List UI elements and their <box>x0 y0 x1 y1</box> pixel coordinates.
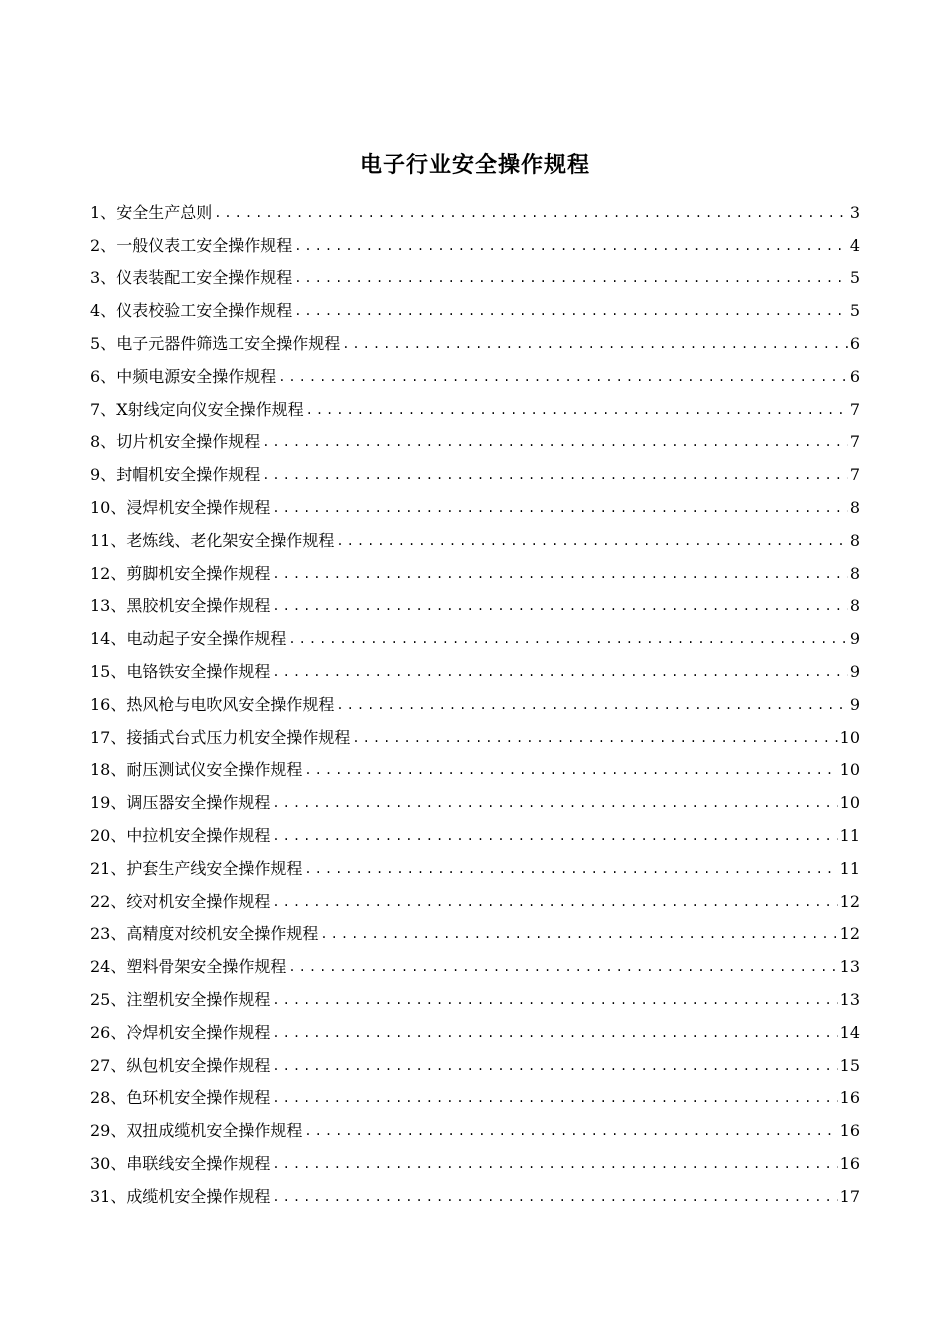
toc-entry-title: 仪表校验工安全操作规程 <box>116 301 293 321</box>
toc-entry[interactable] <box>90 551 860 584</box>
toc-entry-number: 29、 <box>90 1121 127 1141</box>
toc-entry[interactable] <box>90 223 860 256</box>
toc-entry-title: 电铬铁安全操作规程 <box>126 661 271 681</box>
toc-entry-page-number: 9 <box>849 694 860 714</box>
toc-entry-page-number: 8 <box>849 497 860 517</box>
toc-entry[interactable] <box>90 616 860 649</box>
document-title: 电子行业安全操作规程 <box>359 152 590 178</box>
toc-dot-leader <box>288 957 837 977</box>
toc-entry-page-number: 14 <box>839 1022 860 1042</box>
toc-entry-number: 9、 <box>90 465 117 485</box>
toc-entry-number: 27、 <box>90 1055 127 1075</box>
toc-entry-title: 仪表装配工安全操作规程 <box>116 268 293 288</box>
toc-entry[interactable] <box>90 354 860 387</box>
toc-entry[interactable] <box>90 288 860 321</box>
toc-entry-title: 黑胶机安全操作规程 <box>126 596 271 616</box>
toc-entry-title: X射线定向仪安全操作规程 <box>116 399 304 419</box>
toc-entry-title: 电子元器件筛选工安全操作规程 <box>116 333 341 353</box>
toc-entry[interactable] <box>90 1076 860 1109</box>
toc-entry[interactable] <box>90 1010 860 1043</box>
toc-entry-page-number: 8 <box>849 596 860 616</box>
toc-entry-number: 1、 <box>90 202 117 222</box>
toc-entry-number: 23、 <box>90 924 127 944</box>
toc-entry-title: 调压器安全操作规程 <box>126 793 271 813</box>
toc-entry-page-number: 8 <box>849 530 860 550</box>
toc-entry-page-number: 10 <box>839 793 860 813</box>
toc-entry[interactable] <box>90 649 860 682</box>
toc-dot-leader <box>306 400 848 420</box>
toc-entry-page-number: 10 <box>839 760 860 780</box>
toc-entry-title: 中拉机安全操作规程 <box>126 825 271 845</box>
toc-entry-page-number: 7 <box>849 399 860 419</box>
toc-dot-leader <box>272 1056 837 1076</box>
toc-entry-number: 31、 <box>90 1186 127 1206</box>
toc-entry-page-number: 16 <box>839 1153 860 1173</box>
toc-entry-title: 中频电源安全操作规程 <box>116 366 277 386</box>
toc-entry-number: 15、 <box>90 661 127 681</box>
toc-entry-number: 6、 <box>90 366 117 386</box>
toc-dot-leader <box>304 859 837 879</box>
toc-entry-title: 封帽机安全操作规程 <box>116 465 261 485</box>
toc-entry-number: 3、 <box>90 268 117 288</box>
toc-entry-page-number: 9 <box>849 661 860 681</box>
toc-entry-page-number: 11 <box>839 825 860 845</box>
toc-entry-number: 24、 <box>90 957 127 977</box>
toc-entry-number: 4、 <box>90 301 117 321</box>
toc-dot-leader <box>272 793 837 813</box>
toc-entry-page-number: 16 <box>839 1088 860 1108</box>
toc-entry-title: 纵包机安全操作规程 <box>126 1055 271 1075</box>
toc-entry-number: 7、 <box>90 399 117 419</box>
table-of-contents <box>90 190 860 1207</box>
toc-entry-number: 8、 <box>90 432 117 452</box>
toc-entry[interactable] <box>90 748 860 781</box>
toc-entry[interactable] <box>90 1043 860 1076</box>
toc-entry[interactable] <box>90 879 860 912</box>
toc-entry-title: 高精度对绞机安全操作规程 <box>126 924 319 944</box>
toc-entry[interactable] <box>90 190 860 223</box>
toc-dot-leader <box>272 990 837 1010</box>
toc-entry-title: 接插式台式压力机安全操作规程 <box>126 727 351 747</box>
toc-dot-leader <box>304 1121 837 1141</box>
toc-entry-page-number: 10 <box>839 727 860 747</box>
toc-dot-leader <box>278 367 848 387</box>
toc-entry-title: 安全生产总则 <box>116 202 213 222</box>
toc-entry[interactable] <box>90 813 860 846</box>
toc-dot-leader <box>272 826 837 846</box>
toc-entry-page-number: 6 <box>849 333 860 353</box>
toc-entry-page-number: 3 <box>849 202 860 222</box>
toc-entry-page-number: 9 <box>849 629 860 649</box>
toc-entry-title: 绞对机安全操作规程 <box>126 891 271 911</box>
toc-dot-leader <box>342 334 848 354</box>
toc-entry-page-number: 8 <box>849 563 860 583</box>
toc-dot-leader <box>294 236 848 256</box>
toc-entry-number: 16、 <box>90 694 127 714</box>
toc-entry-title: 切片机安全操作规程 <box>116 432 261 452</box>
toc-entry[interactable] <box>90 1108 860 1141</box>
toc-entry-title: 注塑机安全操作规程 <box>126 989 271 1009</box>
toc-entry-page-number: 7 <box>849 465 860 485</box>
toc-entry-page-number: 12 <box>839 924 860 944</box>
toc-entry[interactable] <box>90 387 860 420</box>
toc-entry-title: 剪脚机安全操作规程 <box>126 563 271 583</box>
toc-dot-leader <box>272 892 837 912</box>
toc-dot-leader <box>262 432 848 452</box>
toc-entry-title: 成缆机安全操作规程 <box>126 1186 271 1206</box>
toc-entry-number: 18、 <box>90 760 127 780</box>
toc-entry[interactable] <box>90 584 860 617</box>
toc-dot-leader <box>320 924 837 944</box>
toc-dot-leader <box>294 268 848 288</box>
toc-dot-leader <box>272 1187 837 1207</box>
toc-entry[interactable] <box>90 977 860 1010</box>
toc-entry-number: 5、 <box>90 333 117 353</box>
toc-entry-number: 19、 <box>90 793 127 813</box>
toc-entry[interactable] <box>90 256 860 289</box>
toc-entry-page-number: 12 <box>839 891 860 911</box>
toc-entry-number: 26、 <box>90 1022 127 1042</box>
toc-entry-title: 塑料骨架安全操作规程 <box>126 957 287 977</box>
toc-entry-number: 25、 <box>90 989 127 1009</box>
toc-entry-page-number: 15 <box>839 1055 860 1075</box>
toc-entry-number: 28、 <box>90 1088 127 1108</box>
toc-entry-title: 色环机安全操作规程 <box>126 1088 271 1108</box>
toc-entry[interactable] <box>90 518 860 551</box>
toc-entry-title: 一般仪表工安全操作规程 <box>116 235 293 255</box>
toc-dot-leader <box>288 629 847 649</box>
toc-dot-leader <box>272 1154 837 1174</box>
toc-entry-title: 电动起子安全操作规程 <box>126 629 287 649</box>
toc-entry[interactable] <box>90 1174 860 1207</box>
toc-dot-leader <box>336 531 847 551</box>
toc-entry[interactable] <box>90 1141 860 1174</box>
toc-entry-number: 12、 <box>90 563 127 583</box>
toc-entry[interactable] <box>90 321 860 354</box>
toc-entry-number: 14、 <box>90 629 127 649</box>
toc-entry-title: 串联线安全操作规程 <box>126 1153 271 1173</box>
toc-dot-leader <box>336 695 847 715</box>
toc-dot-leader <box>262 465 848 485</box>
toc-dot-leader <box>272 596 847 616</box>
toc-entry-title: 耐压测试仪安全操作规程 <box>126 760 303 780</box>
toc-entry-title: 热风枪与电吹风安全操作规程 <box>126 694 335 714</box>
toc-entry-page-number: 5 <box>849 301 860 321</box>
toc-entry-page-number: 7 <box>849 432 860 452</box>
toc-entry[interactable] <box>90 682 860 715</box>
toc-entry[interactable] <box>90 452 860 485</box>
toc-entry-page-number: 5 <box>849 268 860 288</box>
toc-dot-leader <box>272 662 847 682</box>
toc-entry-number: 30、 <box>90 1153 127 1173</box>
toc-dot-leader <box>272 1023 837 1043</box>
toc-entry[interactable] <box>90 420 860 453</box>
toc-entry-page-number: 11 <box>839 858 860 878</box>
toc-entry-title: 双扭成缆机安全操作规程 <box>126 1121 303 1141</box>
toc-entry-number: 17、 <box>90 727 127 747</box>
toc-entry-number: 11、 <box>90 530 127 550</box>
toc-dot-leader <box>294 301 848 321</box>
toc-entry[interactable] <box>90 715 860 748</box>
toc-entry-page-number: 17 <box>839 1186 860 1206</box>
toc-entry-title: 护套生产线安全操作规程 <box>126 858 303 878</box>
toc-entry[interactable] <box>90 912 860 945</box>
toc-entry-page-number: 6 <box>849 366 860 386</box>
toc-entry-page-number: 13 <box>839 989 860 1009</box>
toc-entry[interactable] <box>90 485 860 518</box>
toc-entry-page-number: 16 <box>839 1121 860 1141</box>
toc-entry-title: 浸焊机安全操作规程 <box>126 497 271 517</box>
toc-entry[interactable] <box>90 944 860 977</box>
toc-entry-number: 20、 <box>90 825 127 845</box>
toc-entry-title: 冷焊机安全操作规程 <box>126 1022 271 1042</box>
toc-entry-page-number: 13 <box>839 957 860 977</box>
toc-dot-leader <box>214 203 848 223</box>
toc-dot-leader <box>272 1088 837 1108</box>
toc-dot-leader <box>272 498 847 518</box>
toc-dot-leader <box>304 760 837 780</box>
toc-entry-number: 21、 <box>90 858 127 878</box>
toc-entry-page-number: 4 <box>849 235 860 255</box>
toc-entry-number: 10、 <box>90 497 127 517</box>
toc-entry-number: 22、 <box>90 891 127 911</box>
toc-entry-number: 2、 <box>90 235 117 255</box>
toc-dot-leader <box>272 564 847 584</box>
toc-entry-number: 13、 <box>90 596 127 616</box>
toc-entry-title: 老炼线、老化架安全操作规程 <box>126 530 335 550</box>
toc-dot-leader <box>352 728 837 748</box>
toc-entry[interactable] <box>90 780 860 813</box>
toc-entry[interactable] <box>90 846 860 879</box>
